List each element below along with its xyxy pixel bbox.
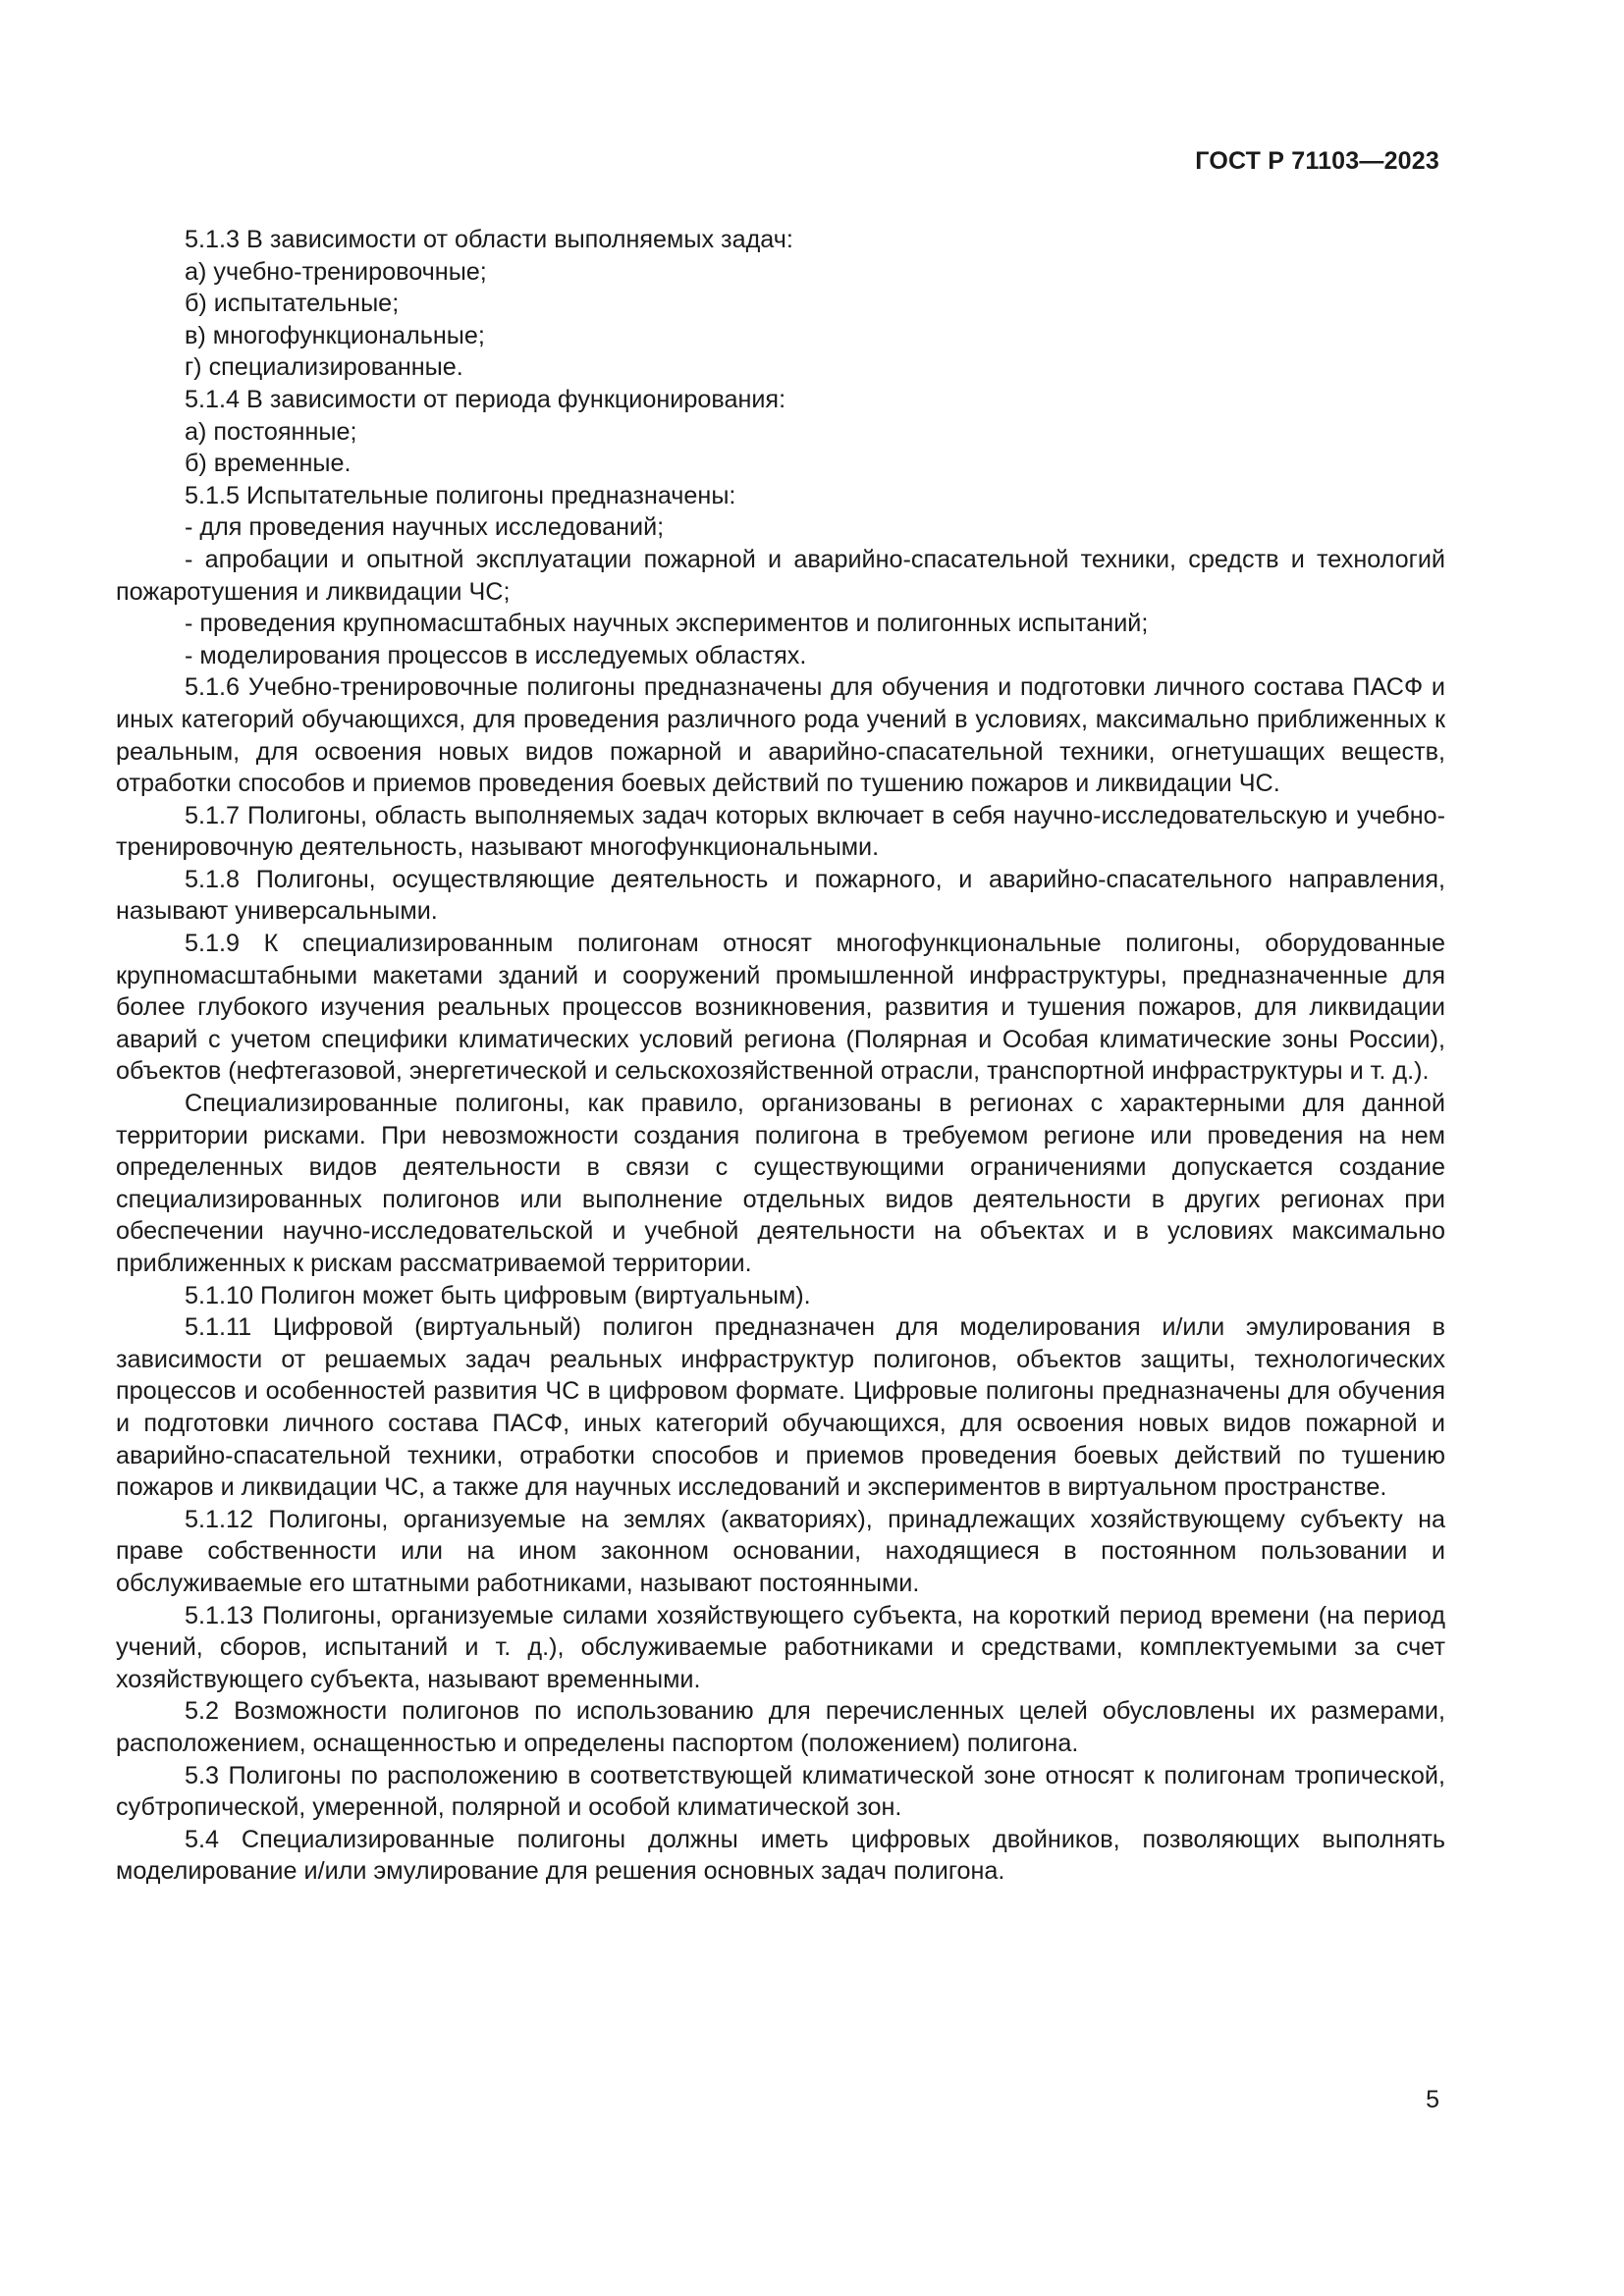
paragraph-5-1-7: 5.1.7 Полигоны, область выполняемых задач которых включает в себя научно-исследовательскую и учебно-тренировочную деятельность, называют многофункциональными. [116, 801, 1445, 862]
page-number: 5 [1426, 2086, 1439, 2113]
list-item: а) постоянные; [185, 417, 357, 446]
paragraph-5-1-11: 5.1.11 Цифровой (виртуальный) полигон предназначен для моделирования и/или эмулирования в зависимости от решаемых задач реальных инфраструктур полигонов, объектов защиты, технологических процессов и особенностей развития ЧС в цифровом формате. Цифровые полигоны предназначены для обучения и подготовки личного состава ПАСФ, иных категорий обучающихся, для освоения новых видов пожарной и аварийно-спасательной техники, отработки способов и приемов проведения боевых действий по тушению пожаров и ликвидации ЧС, а также для научных исследований и экспериментов в виртуальном пространстве. [116, 1313, 1445, 1502]
list-item: а) учебно-тренировочные; [185, 257, 487, 286]
paragraph-5-3: 5.3 Полигоны по расположению в соответствующей климатической зоне относят к полигонам тропической, субтропической, умеренной, полярной и особой климатической зон. [116, 1761, 1445, 1822]
paragraph-5-4: 5.4 Специализированные полигоны должны иметь цифровых двойников, позволяющих выполнять моделирование и/или эмулирование для решения основных задач полигона. [116, 1825, 1445, 1886]
document-id-header: ГОСТ Р 71103—2023 [1195, 147, 1439, 175]
paragraph-5-1-12: 5.1.12 Полигоны, организуемые на землях (акваториях), принадлежащих хозяйствующему субъекту на праве собственности или на ином законном основании, находящиеся в постоянном пользовании и обслуживаемые его штатными работниками, называют постоянными. [116, 1505, 1445, 1597]
paragraph-5-1-10: 5.1.10 Полигон может быть цифровым (виртуальным). [185, 1281, 811, 1309]
list-item: - моделирования процессов в исследуемых областях. [185, 641, 807, 669]
paragraph-5-1-5: 5.1.5 Испытательные полигоны предназначены: [185, 481, 736, 509]
paragraph-5-1-8: 5.1.8 Полигоны, осуществляющие деятельность и пожарного, и аварийно-спасательного направления, называют универсальными. [116, 865, 1445, 926]
list-item: - проведения крупномасштабных научных экспериментов и полигонных испытаний; [185, 610, 1149, 638]
paragraph-5-1-3: 5.1.3 В зависимости от области выполняемых задач: [185, 226, 793, 253]
document-body [116, 224, 1445, 1888]
list-item: - для проведения научных исследований; [185, 513, 665, 542]
list-item: - апробации и опытной эксплуатации пожарной и аварийно-спасательной техники, средств и технологий пожаротушения и ликвидации ЧС; [116, 545, 1445, 606]
paragraph-5-1-6: 5.1.6 Учебно-тренировочные полигоны предназначены для обучения и подготовки личного состава ПАСФ и иных категорий обучающихся, для проведения различного рода учений в условиях, максимально приближенных к реальным, для освоения новых видов пожарной и аварийно-спасательной техники, огнетушащих веществ, отработки способов и приемов проведения боевых действий по тушению пожаров и ликвидации ЧС. [116, 673, 1445, 798]
list-item: б) временные. [185, 450, 352, 478]
paragraph-5-1-13: 5.1.13 Полигоны, организуемые силами хозяйствующего субъекта, на короткий период времени (на период учений, сборов, испытаний и т. д.), обслуживаемые работниками и средствами, комплектуемыми за счет хозяйствующего субъекта, называют временными. [116, 1601, 1445, 1693]
list-item: б) испытательные; [185, 290, 400, 318]
paragraph-5-1-9: 5.1.9 К специализированным полигонам относят многофункциональные полигоны, оборудованные крупномасштабными макетами зданий и сооружений промышленной инфраструктуры, предназначенные для более глубокого изучения реальных процессов возникновения, развития и тушения пожаров, для ликвидации аварий с учетом специфики климатических условий региона (Полярная и Особая климатические зоны России), объектов (нефтегазовой, энергетической и сельскохозяйственной отрасли, транспортной инфраструктуры и т. д.). [116, 930, 1445, 1086]
paragraph-5-1-4: 5.1.4 В зависимости от периода функционирования: [185, 385, 786, 413]
paragraph-specialized: Специализированные полигоны, как правило, организованы в регионах с характерными для данной территории рисками. При невозможности создания полигона в требуемом регионе или проведения на нем определенных видов деятельности в связи с существующими ограничениями допускается создание специализированных полигонов или выполнение отдельных видов деятельности в других регионах при обеспечении научно-исследовательской и учебной деятельности на объектах и в условиях максимально приближенных к рискам рассматриваемой территории. [116, 1090, 1445, 1277]
list-item: г) специализированные. [185, 353, 463, 382]
paragraph-5-2: 5.2 Возможности полигонов по использованию для перечисленных целей обусловлены их размерами, расположением, оснащенностью и определены паспортом (положением) полигона. [116, 1697, 1445, 1757]
list-item: в) многофункциональные; [185, 321, 485, 349]
